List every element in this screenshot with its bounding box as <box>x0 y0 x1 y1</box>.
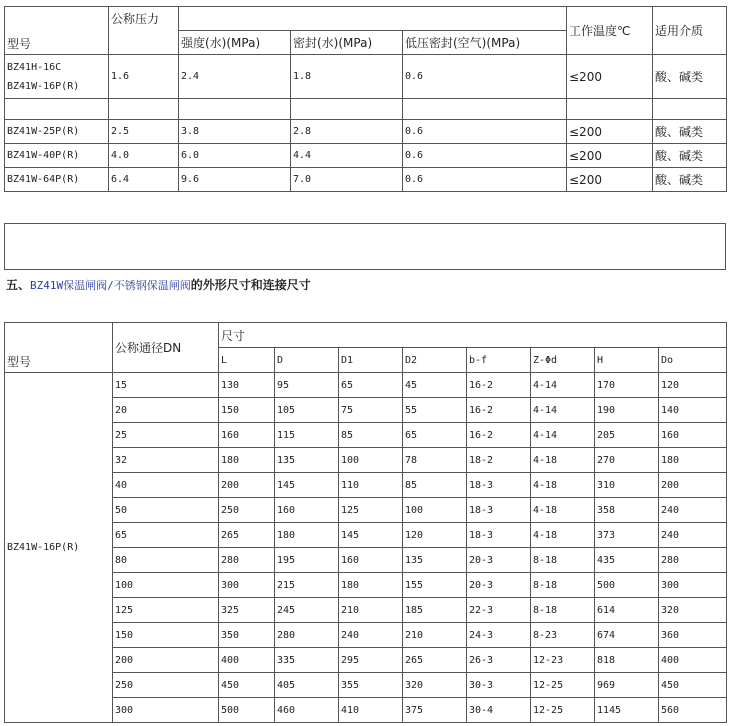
dim-cell: 78 <box>403 448 467 473</box>
dn-cell: 250 <box>113 673 219 698</box>
header-dim-column: D1 <box>339 348 403 373</box>
dim-cell: 4-18 <box>531 448 595 473</box>
dim-cell: 20-3 <box>467 548 531 573</box>
dim-cell: 320 <box>659 598 727 623</box>
dim-cell: 8-18 <box>531 598 595 623</box>
dim-cell: 85 <box>403 473 467 498</box>
media-cell: 酸、碱类 <box>653 144 727 168</box>
dim-cell: 4-18 <box>531 498 595 523</box>
low-seal-cell: 0.6 <box>403 55 567 99</box>
pressure-cell: 6.4 <box>109 168 179 192</box>
low-seal-cell: 0.6 <box>403 120 567 144</box>
dim-cell: 240 <box>659 523 727 548</box>
table-row <box>5 623 727 648</box>
heading-prefix: 五、 <box>6 278 31 292</box>
dim-cell: 325 <box>219 598 275 623</box>
temp-cell: ≤200 <box>567 168 653 192</box>
dim-cell: 160 <box>219 423 275 448</box>
strength-cell: 2.4 <box>179 55 291 99</box>
model-cell: BZ41W-64P(R) <box>5 168 109 192</box>
dim-cell: 185 <box>403 598 467 623</box>
dim-cell: 210 <box>403 623 467 648</box>
dim-cell: 195 <box>275 548 339 573</box>
dim-cell: 145 <box>275 473 339 498</box>
dim-cell: 450 <box>659 673 727 698</box>
dim-cell: 20-3 <box>467 573 531 598</box>
dim-cell: 180 <box>339 573 403 598</box>
dim-cell: 16-2 <box>467 398 531 423</box>
dim-cell: 180 <box>275 523 339 548</box>
dn-cell: 15 <box>113 373 219 398</box>
dim-cell: 18-3 <box>467 523 531 548</box>
dn-cell: 200 <box>113 648 219 673</box>
dim-cell: 160 <box>659 423 727 448</box>
dim-cell: 160 <box>275 498 339 523</box>
dim-cell: 240 <box>659 498 727 523</box>
table-row <box>5 473 727 498</box>
section-heading <box>6 276 311 293</box>
table-row <box>5 673 727 698</box>
dim-cell: 969 <box>595 673 659 698</box>
table-row <box>5 523 727 548</box>
dim-cell: 265 <box>219 523 275 548</box>
dim-cell: 375 <box>403 698 467 723</box>
strength-cell: 6.0 <box>179 144 291 168</box>
dim-cell: 140 <box>659 398 727 423</box>
dim-cell: 614 <box>595 598 659 623</box>
dim-cell: 145 <box>339 523 403 548</box>
dim-cell: 95 <box>275 373 339 398</box>
table-row <box>5 598 727 623</box>
heading-suffix: 的外形尺寸和连接尺寸 <box>190 278 311 292</box>
heading-product-link[interactable]: BZ41W保温闸阀/不锈钢保温闸阀 <box>30 279 191 292</box>
dim-cell: 180 <box>219 448 275 473</box>
dim-cell: 295 <box>339 648 403 673</box>
dim-cell: 100 <box>403 498 467 523</box>
dim-cell: 65 <box>339 373 403 398</box>
dn-cell: 32 <box>113 448 219 473</box>
dim-cell: 8-18 <box>531 548 595 573</box>
table-row <box>5 398 727 423</box>
dim-cell: 4-14 <box>531 398 595 423</box>
dim-cell: 355 <box>339 673 403 698</box>
dim-cell: 400 <box>659 648 727 673</box>
dim-cell: 265 <box>403 648 467 673</box>
dn-cell: 50 <box>113 498 219 523</box>
dim-cell: 30-4 <box>467 698 531 723</box>
header-dimensions: 尺寸 <box>219 323 727 348</box>
dim-cell: 410 <box>339 698 403 723</box>
dim-cell: 205 <box>595 423 659 448</box>
dim-cell: 4-14 <box>531 423 595 448</box>
header-dim-column: L <box>219 348 275 373</box>
model-name: BZ41H-16C <box>7 61 62 73</box>
seal-cell: 4.4 <box>291 144 403 168</box>
dim-cell: 85 <box>339 423 403 448</box>
dim-cell: 65 <box>403 423 467 448</box>
header-dim-column: D <box>275 348 339 373</box>
dim-cell: 18-3 <box>467 498 531 523</box>
temp-cell: ≤200 <box>567 120 653 144</box>
dim-cell: 200 <box>219 473 275 498</box>
media-cell: 酸、碱类 <box>653 55 727 99</box>
dim-cell: 335 <box>275 648 339 673</box>
table-row <box>5 168 727 192</box>
dim-cell: 280 <box>275 623 339 648</box>
dim-cell: 280 <box>219 548 275 573</box>
dn-cell: 40 <box>113 473 219 498</box>
dim-cell: 75 <box>339 398 403 423</box>
header-dim-column: Z-Φd <box>531 348 595 373</box>
spacer-row <box>5 99 727 120</box>
dim-cell: 22-3 <box>467 598 531 623</box>
table-row <box>5 648 727 673</box>
dim-cell: 170 <box>595 373 659 398</box>
model-cell <box>5 55 109 99</box>
dim-cell: 818 <box>595 648 659 673</box>
header-low-pressure-seal: 低压密封(空气)(MPa) <box>403 31 567 55</box>
dim-cell: 350 <box>219 623 275 648</box>
pressure-cell: 1.6 <box>109 55 179 99</box>
dim-cell: 360 <box>659 623 727 648</box>
dim-cell: 300 <box>659 573 727 598</box>
dim-cell: 320 <box>403 673 467 698</box>
model-name: BZ41W-16P(R) <box>7 80 80 92</box>
dim-cell: 8-23 <box>531 623 595 648</box>
dim-cell: 55 <box>403 398 467 423</box>
header-dim-column: H <box>595 348 659 373</box>
model-cell: BZ41W-16P(R) <box>5 373 113 723</box>
table-row <box>5 498 727 523</box>
dim-cell: 405 <box>275 673 339 698</box>
seal-cell: 7.0 <box>291 168 403 192</box>
dim-cell: 245 <box>275 598 339 623</box>
header-nominal-diameter: 公称通径DN <box>113 323 219 373</box>
dim-cell: 120 <box>403 523 467 548</box>
strength-cell: 3.8 <box>179 120 291 144</box>
dim-cell: 400 <box>219 648 275 673</box>
media-cell: 酸、碱类 <box>653 168 727 192</box>
dim-cell: 500 <box>595 573 659 598</box>
strength-cell: 9.6 <box>179 168 291 192</box>
dim-cell: 16-2 <box>467 373 531 398</box>
dim-cell: 26-3 <box>467 648 531 673</box>
temp-cell: ≤200 <box>567 144 653 168</box>
table-row <box>5 120 727 144</box>
dim-cell: 30-3 <box>467 673 531 698</box>
header-dim-column: Do <box>659 348 727 373</box>
dn-cell: 300 <box>113 698 219 723</box>
model-cell: BZ41W-40P(R) <box>5 144 109 168</box>
table-row <box>5 698 727 723</box>
pressure-table <box>4 6 727 192</box>
dim-cell: 100 <box>339 448 403 473</box>
dim-cell: 280 <box>659 548 727 573</box>
low-seal-cell: 0.6 <box>403 168 567 192</box>
table-row <box>5 55 727 99</box>
dim-cell: 674 <box>595 623 659 648</box>
dim-cell: 8-18 <box>531 573 595 598</box>
pressure-cell: 4.0 <box>109 144 179 168</box>
dim-cell: 105 <box>275 398 339 423</box>
dim-cell: 18-3 <box>467 473 531 498</box>
header-nominal-pressure: 公称压力 <box>109 7 179 55</box>
table-row <box>5 548 727 573</box>
dim-cell: 250 <box>219 498 275 523</box>
dim-cell: 190 <box>595 398 659 423</box>
dim-cell: 155 <box>403 573 467 598</box>
dim-cell: 210 <box>339 598 403 623</box>
dim-cell: 300 <box>219 573 275 598</box>
dim-cell: 560 <box>659 698 727 723</box>
header-strength: 强度(水)(MPa) <box>179 31 291 55</box>
media-cell: 酸、碱类 <box>653 120 727 144</box>
dim-cell: 110 <box>339 473 403 498</box>
header-temperature: 工作温度℃ <box>567 7 653 55</box>
dimension-table <box>4 322 727 723</box>
dim-cell: 358 <box>595 498 659 523</box>
dn-cell: 65 <box>113 523 219 548</box>
dim-cell: 4-18 <box>531 473 595 498</box>
dn-cell: 25 <box>113 423 219 448</box>
dim-cell: 310 <box>595 473 659 498</box>
empty-frame <box>4 223 726 270</box>
seal-cell: 1.8 <box>291 55 403 99</box>
dim-cell: 12-25 <box>531 673 595 698</box>
header-seal: 密封(水)(MPa) <box>291 31 403 55</box>
pressure-cell: 2.5 <box>109 120 179 144</box>
dim-cell: 500 <box>219 698 275 723</box>
dim-cell: 18-2 <box>467 448 531 473</box>
dim-cell: 450 <box>219 673 275 698</box>
header-model: 型号 <box>5 7 109 55</box>
dn-cell: 100 <box>113 573 219 598</box>
model-cell: BZ41W-25P(R) <box>5 120 109 144</box>
dn-cell: 20 <box>113 398 219 423</box>
dim-cell: 12-23 <box>531 648 595 673</box>
dim-cell: 115 <box>275 423 339 448</box>
dn-cell: 150 <box>113 623 219 648</box>
dim-cell: 120 <box>659 373 727 398</box>
low-seal-cell: 0.6 <box>403 144 567 168</box>
table-row <box>5 373 727 398</box>
dim-cell: 180 <box>659 448 727 473</box>
dim-cell: 135 <box>275 448 339 473</box>
table-row <box>5 144 727 168</box>
dim-cell: 130 <box>219 373 275 398</box>
dim-cell: 125 <box>339 498 403 523</box>
dim-cell: 150 <box>219 398 275 423</box>
dim-cell: 4-18 <box>531 523 595 548</box>
dn-cell: 125 <box>113 598 219 623</box>
table-row <box>5 573 727 598</box>
dim-cell: 160 <box>339 548 403 573</box>
header-dim-column: b-f <box>467 348 531 373</box>
header-test-pressure-group <box>179 7 567 31</box>
header-model: 型号 <box>5 323 113 373</box>
table-row <box>5 448 727 473</box>
dim-cell: 373 <box>595 523 659 548</box>
header-media: 适用介质 <box>653 7 727 55</box>
dim-cell: 45 <box>403 373 467 398</box>
temp-cell: ≤200 <box>567 55 653 99</box>
table-row <box>5 423 727 448</box>
dn-cell: 80 <box>113 548 219 573</box>
dim-cell: 200 <box>659 473 727 498</box>
dim-cell: 135 <box>403 548 467 573</box>
dim-cell: 1145 <box>595 698 659 723</box>
dim-cell: 460 <box>275 698 339 723</box>
dim-cell: 240 <box>339 623 403 648</box>
seal-cell: 2.8 <box>291 120 403 144</box>
dim-cell: 435 <box>595 548 659 573</box>
dim-cell: 270 <box>595 448 659 473</box>
header-dim-column: D2 <box>403 348 467 373</box>
dim-cell: 16-2 <box>467 423 531 448</box>
dim-cell: 24-3 <box>467 623 531 648</box>
dim-cell: 4-14 <box>531 373 595 398</box>
dim-cell: 12-25 <box>531 698 595 723</box>
dim-cell: 215 <box>275 573 339 598</box>
